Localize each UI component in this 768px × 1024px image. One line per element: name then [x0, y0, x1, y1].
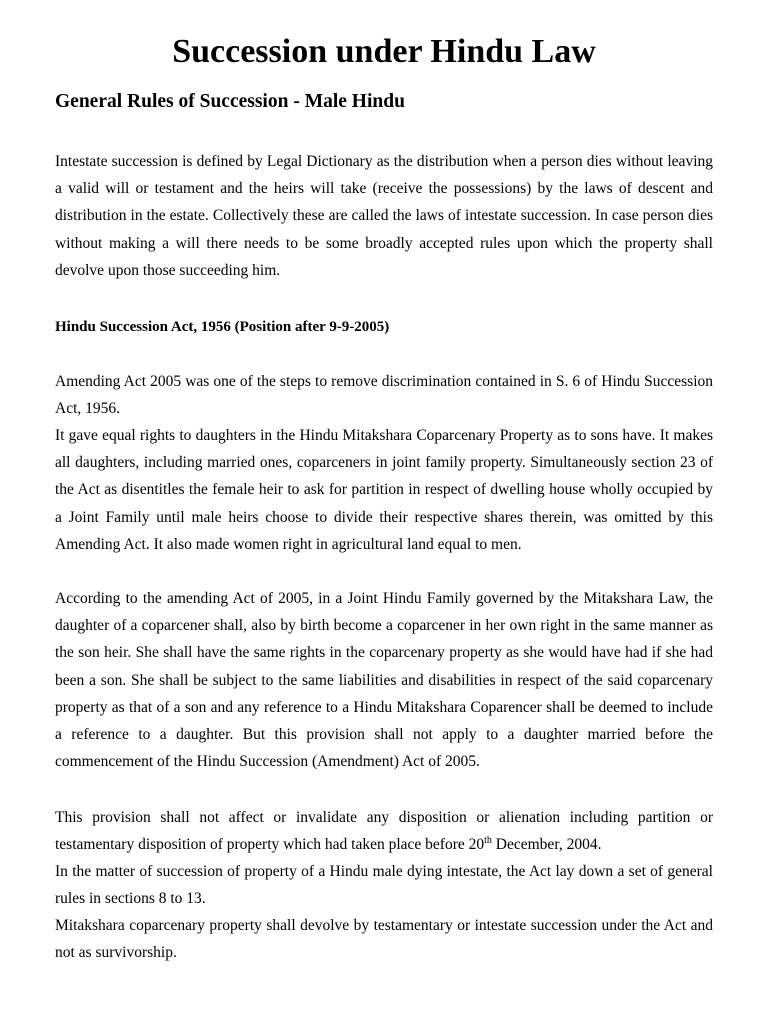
page-subtitle: General Rules of Succession - Male Hindu: [55, 91, 405, 112]
section-heading: Hindu Succession Act, 1956 (Position after 9-9-2005): [55, 319, 390, 335]
paragraph-according: According to the amending Act of 2005, in a Joint Hindu Family governed by the Mitakshara Law, the daughter of a coparcener shall, also by birth become a coparcener in her own right in the same manner as the son heir. She shall have the same rights in the coparcenary property as she would have had if she had been a son. She shall be subject to the same liabilities and disabilities in respect of the said coparcenary property as that of a son and any reference to a Hindu Mitakshara Coparencer shall be deemed to include a reference to a daughter. But this provision shall not apply to a daughter married before the commencement of the Hindu Succession (Amendment) Act of 2005.: [55, 590, 713, 771]
ordinal-suffix: th: [484, 835, 492, 847]
paragraph-mitakshara: Mitakshara coparcenary property shall devolve by testamentary or intestate succession under the Act and not as survivorship.: [55, 917, 713, 962]
paragraph-provision-text: This provision shall not affect or invalidate any disposition or alienation including partition or testamentary disposition of property which had taken place before 20: [55, 809, 713, 854]
paragraph-provision-date: December, 2004.: [491, 836, 602, 854]
paragraph-matter: In the matter of succession of property of a Hindu male dying intestate, the Act lay down a set of general rules in sections 8 to 13.: [55, 863, 713, 908]
paragraph-provision: [55, 804, 713, 858]
paragraph-amending-act: Amending Act 2005 was one of the steps to remove discrimination contained in S. 6 of Hindu Succession Act, 1956.: [55, 373, 713, 418]
paragraph-equal-rights: It gave equal rights to daughters in the Hindu Mitakshara Coparcenary Property as to sons have. It makes all daughters, including married ones, coparceners in joint family property. Simultaneously section 23 of the Act as disentitles the female heir to ask for partition in respect of dwelling house wholly occupied by a Joint Family until male heirs choose to divide their respective shares therein, was omitted by this Amending Act. It also made women right in agricultural land equal to men.: [55, 427, 713, 553]
intro-paragraph: Intestate succession is defined by Legal Dictionary as the distribution when a person dies without leaving a valid will or testament and the heirs will take (receive the possessions) by the laws of descent and distribution in the estate. Collectively these are called the laws of intestate succession. In case person dies without making a will there needs to be some broadly accepted rules upon which the property shall devolve upon those succeeding him.: [55, 153, 713, 279]
page-title: Succession under Hindu Law: [172, 33, 596, 70]
